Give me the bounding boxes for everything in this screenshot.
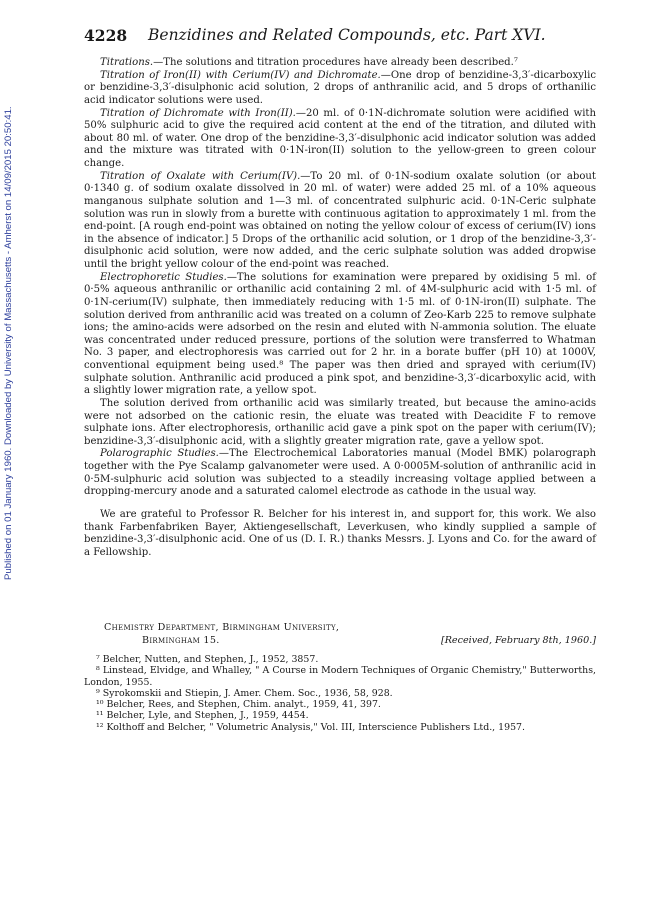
reference-item: ⁷ Belcher, Nutten, and Stephen, J., 1952, 3857.: [96, 654, 319, 665]
run-in-heading: Titration of Dichromate with Iron(II).: [100, 107, 296, 119]
watermark-text[interactable]: Published on 01 January 1960. Downloaded by University of Massachusetts - Amherst on 14/09/2015 20:50:41.: [3, 106, 14, 580]
reference-item: ¹⁰ Belcher, Rees, and Stephen, Chim. analyt., 1959, 41, 397.: [96, 699, 381, 711]
paragraph-oxalate: [84, 171, 596, 272]
reference-item: ⁸ Linstead, Elvidge, and Whalley, " A Course in Modern Techniques of Organic Chemistry," Butterworths, London, 1955.: [84, 665, 596, 688]
reference-item: ¹¹ Belcher, Lyle, and Stephen, J., 1959, 4454.: [96, 710, 309, 722]
paragraph-text: —To 20 ml. of 0·1N-sodium oxalate solution (or about 0·1340 g. of sodium oxalate dissolved in 20 ml. of water) were added 25 ml. of a 10% aqueous manganous sulphate solution and 1—3 ml. of concentrated sulphuric acid. 0·1N-Ceric sulphate solution was run in slowly from a burette with continuous agitation to approximately 1 ml. from the end-point. [A rough end-point was obtained on noting the yellow colour of excess of cerium(IV) ions in the absence of indicator.] 5 Drops of the orthanilic acid solution, or 1 drop of the benzidine-3,3′-disulphonic acid solution, were now added, and the ceric sulphate solution was added dropwise until the bright yellow colour of the end-point was reached.: [84, 170, 596, 270]
paragraph-iron-cerium: [84, 70, 596, 108]
paragraph-polarographic: [84, 448, 596, 499]
run-in-heading: Polarographic Studies.: [100, 448, 219, 460]
run-in-heading: Titration of Oxalate with Cerium(IV).: [100, 170, 301, 182]
paragraph-text: —The solutions for examination were prepared by oxidising 5 ml. of 0·5% aqueous anthranilic or orthanilic acid containing 2 ml. of 4M-sulphuric acid with 1·5 ml. of 0·1N-cerium(IV) sulphate, then immediately reducing with 1·5 ml. of 0·1N-iron(II) sulphate. The solution derived from anthranilic acid was treated on a column of Zeo-Karb 225 to remove sulphate ions; the amino-acids were adsorbed on the resin and eluted with N-ammonia solution. The eluate was concentrated under reduced pressure, portions of the solution were transferred to Whatman No. 3 paper, and electrophoresis was carried out for 2 hr. in a borate buffer (pH 10) at 1000V, conventional equipment being used.⁸ The paper was then dried and sprayed with cerium(IV) sulphate solution. Anthranilic acid produced a pink spot, and benzidine-3,3′-dicarboxylic acid, with a slightly lower migration rate, a yellow spot.: [84, 271, 596, 397]
references: [84, 654, 596, 733]
paragraph-text: —The Electrochemical Laboratories manual (Model BMK) polarograph together with the Pye Scalamp galvanometer were used. A 0·0005M-solution of anthranilic acid in 0·5M-sulphuric acid solution was subjected to a steadily increasing voltage applied between a dropping-mercury anode and a saturated calomel electrode as cathode in the usual way.: [84, 448, 596, 498]
paragraph-orthanilic: [84, 398, 596, 449]
paragraph-text: —One drop of benzidine-3,3′-dicarboxylic or benzidine-3,3′-disulphonic acid solution, 2 drops of anthranilic acid, and 5 drops of orthanilic acid indicator solutions were used.: [84, 69, 596, 106]
reference-item: ¹² Kolthoff and Belcher, " Volumetric Analysis," Vol. III, Interscience Publishers Ltd., 1957.: [96, 721, 525, 733]
paragraph-electrophoretic: [84, 272, 596, 398]
run-in-heading: Titration of Iron(II) with Cerium(IV) and Dichromate.: [100, 69, 381, 81]
paragraph-text: The solution derived from orthanilic acid was similarly treated, but because the amino-acids were not adsorbed on the cationic resin, the eluate was treated with Deacidite F to remove sulphate ions. After electrophoresis, orthanilic acid gave a pink spot on the paper with cerium(IV); benzidine-3,3′-disulphonic acid, with a slightly greater migration rate, gave a yellow spot.: [84, 397, 596, 447]
running-title: Benzidines and Related Compounds, etc. Part XVI.: [148, 26, 546, 44]
paragraph-dichromate: [84, 108, 596, 171]
paragraph-text: —The solutions and titration procedures have already been described.⁷: [153, 57, 518, 68]
address-line-2: Birmingham 15.: [142, 634, 220, 646]
address-line-1: Chemistry Department, Birmingham University,: [104, 622, 340, 633]
download-watermark: [3, 100, 17, 580]
received-date: [Received, February 8th, 1960.]: [440, 634, 596, 646]
reference-item: ⁹ Syrokomskii and Stiepin, J. Amer. Chem. Soc., 1936, 58, 928.: [96, 687, 393, 699]
paragraph-titrations: [84, 57, 596, 70]
paragraph-text: We are grateful to Professor R. Belcher for his interest in, and support for, this work. We also thank Farbenfabriken Bayer, Aktiengesellschaft, Leverkusen, who kindly supplied a sample of benzidine-3,3′-disulphonic acid. One of us (D. I. R.) thanks Messrs. J. Lyons and Co. for the award of a Fellowship.: [84, 508, 596, 558]
article-body: [84, 57, 596, 559]
run-in-heading: Titrations.: [100, 57, 154, 68]
paragraph-text: —20 ml. of 0·1N-dichromate solution were acidified with 50% sulphuric acid to give the required acid content at the end of the titration, and diluted with about 80 ml. of water. One drop of the benzidine-3,3′-disulphonic acid indicator solution was added and the mixture was titrated with 0·1N-iron(II) solution to the yellow-green to green colour change.: [84, 107, 596, 169]
page-number: 4228: [84, 26, 128, 45]
page-header: [84, 26, 604, 46]
acknowledgements: [84, 509, 596, 560]
run-in-heading: Electrophoretic Studies.: [100, 271, 227, 283]
